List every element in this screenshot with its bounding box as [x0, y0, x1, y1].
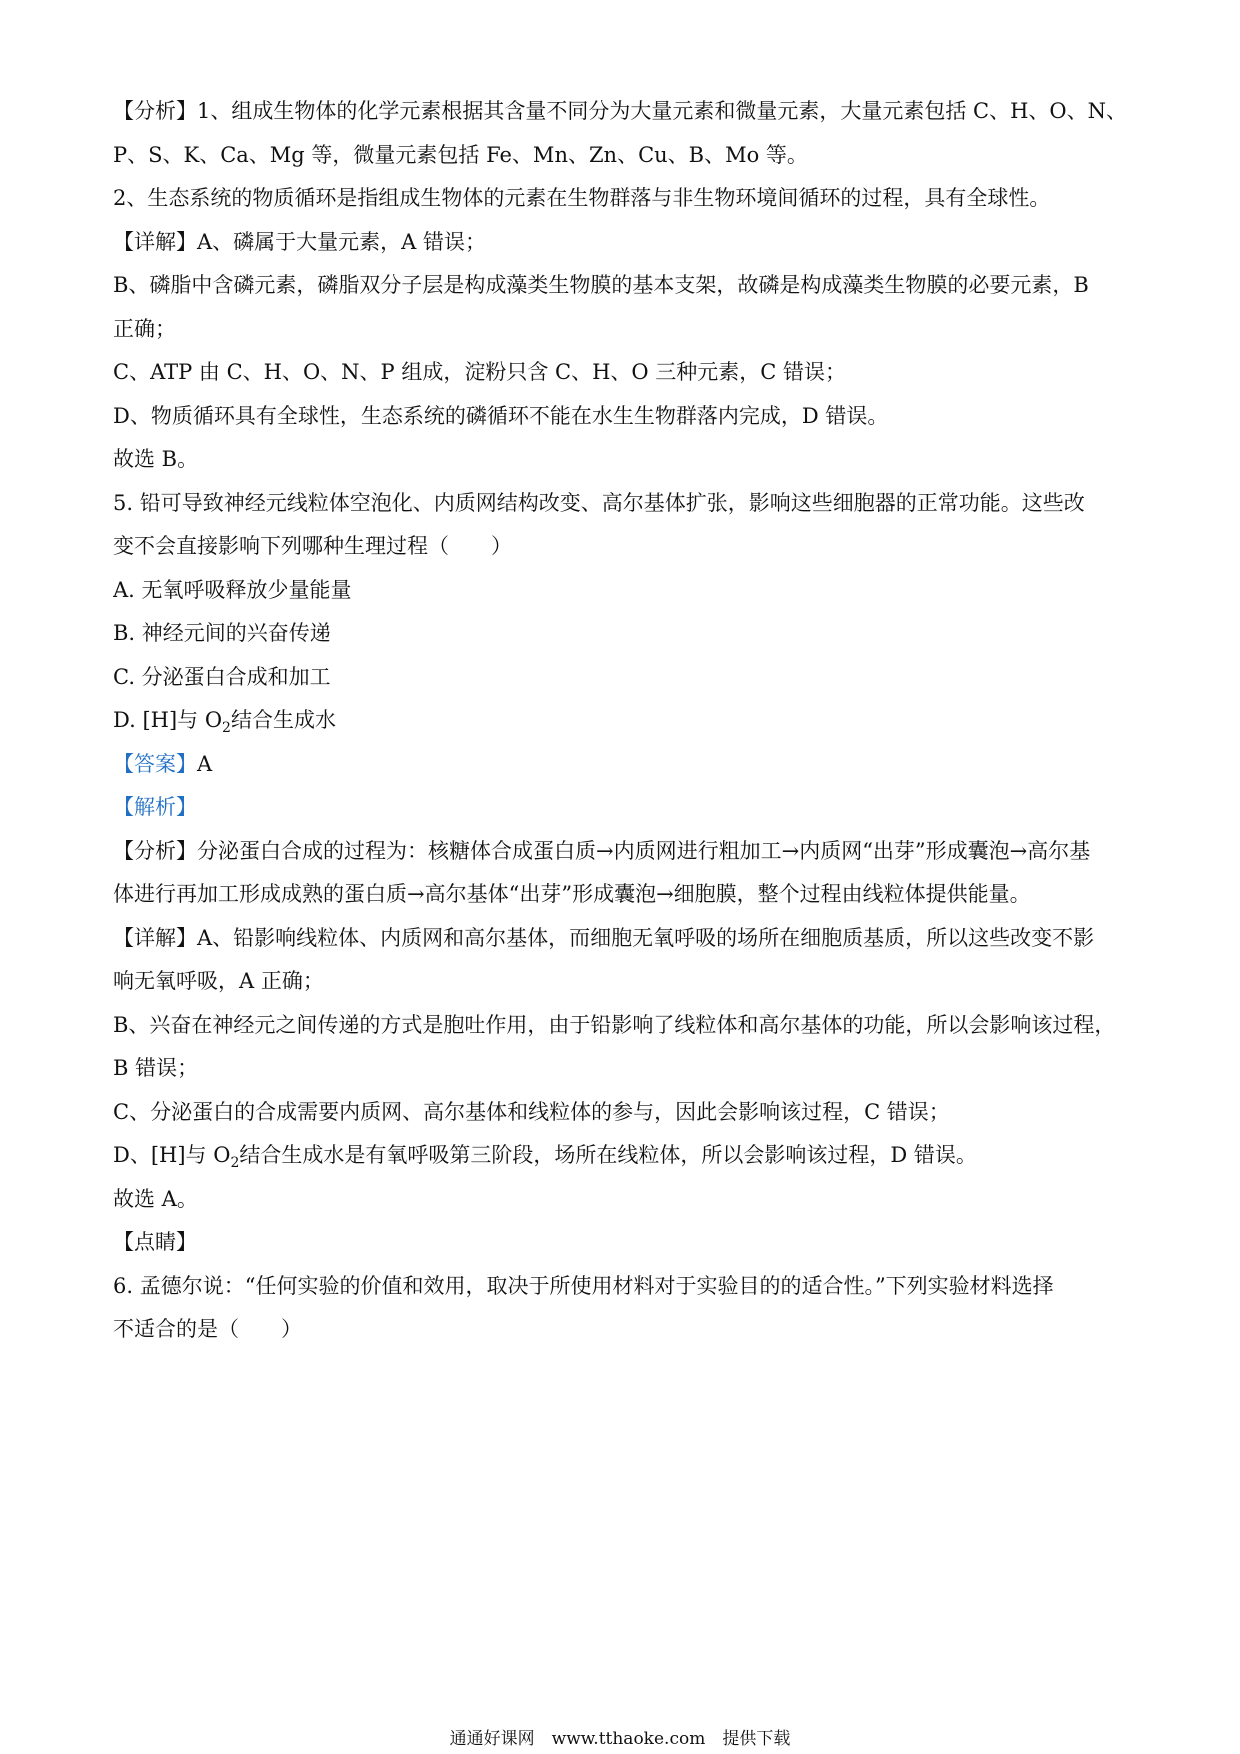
detail1-b-line2: 正确；	[113, 317, 176, 341]
question6-stem-line2: 不适合的是（ ）	[113, 1317, 302, 1341]
detail1-choice: 故选 B。	[113, 447, 199, 471]
detail2-c: C、分泌蛋白的合成需要内质网、高尔基体和线粒体的参与，因此会影响该过程，C 错误；	[113, 1100, 950, 1124]
detail2-d: D、[H]与 $O_2$结合生成水是有氧呼吸第三阶段，场所在线粒体，所以会影响该过程，D 错误。	[113, 1143, 977, 1172]
detail1-b-line1: B、磷脂中含磷元素，磷脂双分子层是构成藻类生物膜的基本支架，故磷是构成藻类生物膜的必要元素，B	[113, 273, 1089, 297]
detail2-b-line1: B、兴奋在神经元之间传递的方式是胞吐作用，由于铅影响了线粒体和高尔基体的功能，所以会影响该过程，	[113, 1013, 1116, 1037]
analysis2-line2: 体进行再加工形成成熟的蛋白质→高尔基体“出芽”形成囊泡→细胞膜，整个过程由线粒体提供能量。	[113, 882, 1031, 906]
comment-label: 【点睛】	[113, 1230, 197, 1254]
page-footer: 通通好课网 www.tthaoke.com 提供下载	[449, 1729, 791, 1749]
question5-stem-line1: 5. 铅可导致神经元线粒体空泡化、内质网结构改变、高尔基体扩张，影响这些细胞器的正常功能。这些改	[113, 491, 1085, 515]
detail2-label: 【详解】	[113, 926, 197, 950]
question5-option-a: A. 无氧呼吸释放少量能量	[113, 578, 352, 602]
question6-stem-line1: 6. 孟德尔说：“任何实验的价值和效用，取决于所使用材料对于实验目的的适合性。”下列实验材料选择	[113, 1274, 1054, 1298]
detail2-choice: 故选 A。	[113, 1187, 198, 1211]
detail2-b-line2: B 错误；	[113, 1056, 199, 1080]
detail2-a-line1: 【详解】A、铅影响线粒体、内质网和高尔基体，而细胞无氧呼吸的场所在细胞质基质，所以这些改变不影	[113, 926, 1095, 950]
question5-option-d: D. [H]与 $O_2$结合生成水	[113, 708, 336, 737]
question5-explain-label: 【解析】	[113, 795, 197, 819]
analysis1-label: 【分析】	[113, 99, 197, 123]
answer-label: 【答案】	[113, 752, 197, 776]
analysis2-label: 【分析】	[113, 839, 197, 863]
detail1-a: 【详解】A、磷属于大量元素，A 错误；	[113, 230, 487, 254]
analysis2-line1: 【分析】分泌蛋白合成的过程为：核糖体合成蛋白质→内质网进行粗加工→内质网“出芽”形成囊泡→高尔基	[113, 839, 1091, 863]
analysis1-line1: 【分析】1、组成生物体的化学元素根据其含量不同分为大量元素和微量元素，大量元素包括 C、H、O、N、	[113, 99, 1128, 123]
question5-stem-line2: 变不会直接影响下列哪种生理过程（ ）	[113, 534, 512, 558]
analysis1-line3: 2、生态系统的物质循环是指组成生物体的元素在生物群落与非生物环境间循环的过程，具有全球性。	[113, 186, 1051, 210]
detail1-label: 【详解】	[113, 230, 197, 254]
detail2-a-line2: 响无氧呼吸，A 正确；	[113, 969, 324, 993]
answer-value: A	[197, 752, 213, 776]
question5-option-b: B. 神经元间的兴奋传递	[113, 621, 331, 645]
detail1-d: D、物质循环具有全球性，生态系统的磷循环不能在水生生物群落内完成，D 错误。	[113, 404, 889, 428]
detail1-c: C、ATP 由 C、H、O、N、P 组成，淀粉只含 C、H、O 三种元素，C 错误；	[113, 360, 847, 384]
question5-answer	[113, 749, 1133, 779]
analysis1-line2: P、S、K、Ca、Mg 等，微量元素包括 Fe、Mn、Zn、Cu、B、Mo 等。	[113, 143, 808, 167]
question5-option-c: C. 分泌蛋白合成和加工	[113, 665, 331, 689]
